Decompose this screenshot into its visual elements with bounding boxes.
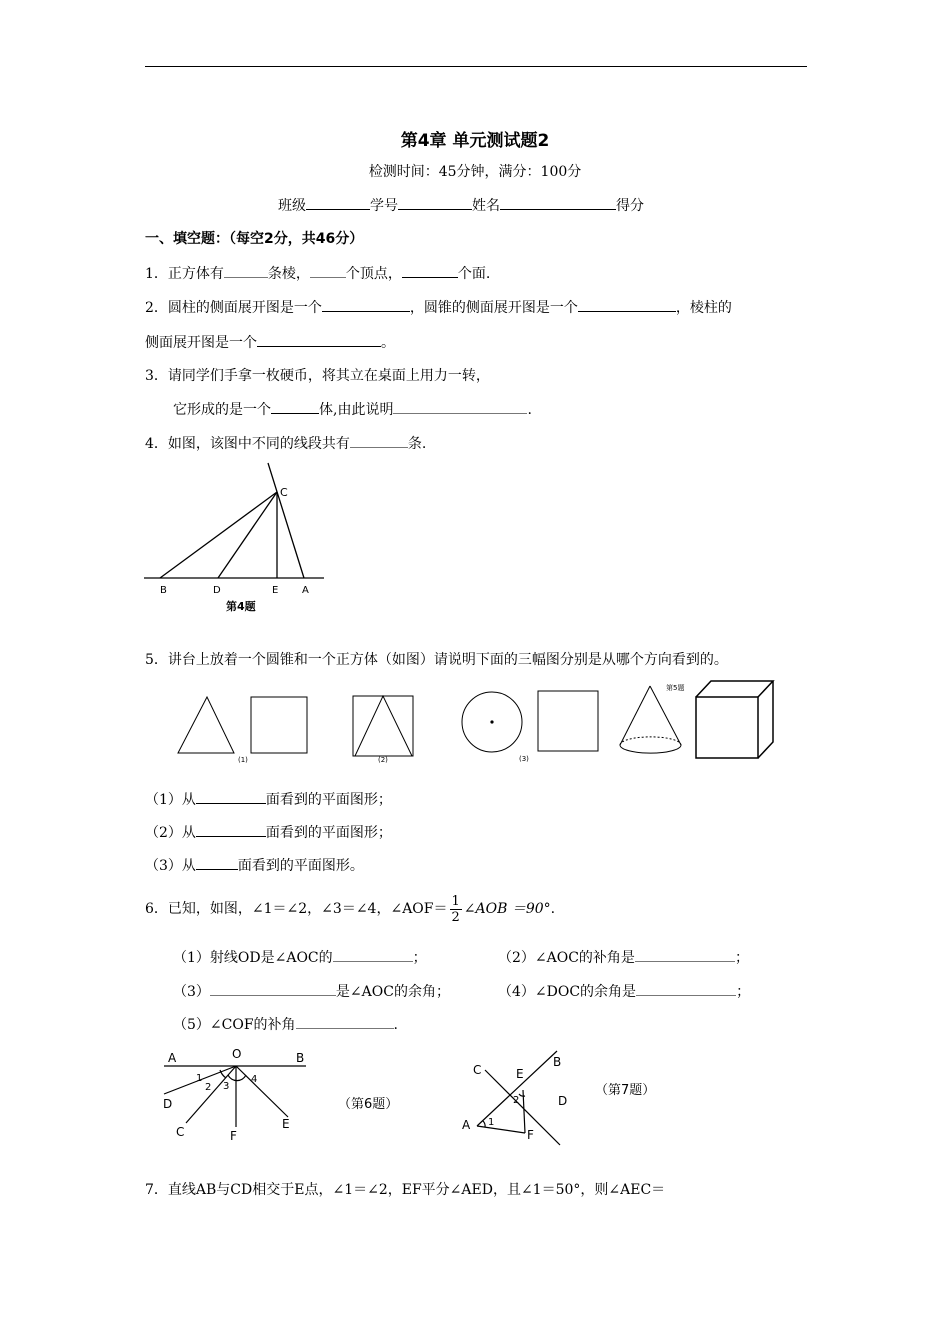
student-info-row [278,195,644,216]
q6-text-1: 6．已知，如图，∠1＝∠2，∠3＝∠4，∠AOF＝ [145,901,448,917]
question-2-line-1 [145,297,732,318]
q2-text-4: 侧面展开图是一个 [145,335,257,351]
fig5-caption: 第5题 [666,684,685,692]
q6-s4-text-2: ； [736,984,751,1000]
fig7-label-e: E [516,1067,524,1081]
figure-q7 [455,1050,695,1145]
angle-arc-2 [519,1094,525,1096]
label-a: A [302,585,309,596]
q3-text-2: 体,由此说明 [319,402,394,418]
label-b: B [160,585,167,596]
q6-s3-text-1: （3） [173,984,210,1000]
q5-blank-3[interactable] [196,855,238,870]
q5-sub-2 [145,822,392,843]
q6-blank-4[interactable] [636,981,736,996]
q6-s4-text-1: （4）∠DOC的余角是 [498,984,637,1000]
q1-text-4: 个面. [457,266,491,282]
fig7-label-b: B [553,1055,562,1069]
angle-arc-34 [228,1075,246,1081]
q5-sub-3 [145,855,364,876]
q6-formula: ∠AOB ＝90° [463,901,551,917]
name-label: 姓名 [472,198,500,214]
q1-text-3: 个顶点， [345,266,402,282]
cone-left [620,686,650,745]
q2-text-2: ，圆锥的侧面展开图是一个 [409,300,578,316]
q1-blank-3[interactable] [402,263,458,278]
fig6-angle-4: 4 [251,1074,258,1085]
q5-blank-2[interactable] [196,822,266,837]
label-c: C [280,486,288,499]
view3-square [538,691,598,751]
q6-sub-1 [173,947,427,968]
cube-side [758,681,773,758]
fraction-half [450,894,462,925]
fig7-label-a: A [462,1118,471,1132]
question-1 [145,263,490,284]
q6-sub-2 [498,947,749,968]
fig7-angle-1: 1 [488,1117,495,1128]
q3-blank-1[interactable] [271,399,319,414]
q3-text-3: . [527,402,532,418]
view1-triangle [178,697,234,753]
fig5-label-1: (1) [238,756,248,764]
fig6-angle-3: 3 [223,1081,230,1092]
q2-text-3: ，棱柱的 [675,300,732,316]
q2-blank-3[interactable] [257,332,381,347]
fig6-label-b: B [296,1051,305,1065]
q5-s2-text-2: 面看到的平面图形； [265,825,392,841]
q1-blank-2[interactable] [310,263,346,278]
id-label: 学号 [370,198,398,214]
frac-numerator: 1 [451,893,460,909]
view1-square [251,697,307,753]
q5-s3-text-1: （3）从 [145,858,196,874]
page-title: 第4章 单元测试题2 [400,131,550,151]
line-bc [160,492,277,578]
fig7-label-f: F [527,1128,534,1142]
q5-sub-1 [145,789,392,810]
score-label: 得分 [616,198,644,214]
question-4 [145,433,426,454]
fig6-label-d: D [163,1097,173,1111]
line-ray [268,463,304,578]
q1-blank-1[interactable] [224,263,268,278]
q5-s2-text-1: （2）从 [145,825,196,841]
line-dc [218,492,277,578]
fig6-label-o: O [232,1047,242,1061]
name-blank[interactable] [500,195,616,210]
frac-denominator: 2 [451,909,460,925]
figure-q6 [160,1045,430,1145]
q6-blank-3[interactable] [210,981,336,996]
fig7-label-c: C [473,1063,482,1077]
q2-text-5: 。 [381,335,395,351]
fig7-label-d: D [558,1094,568,1108]
line-ab [477,1051,557,1126]
q6-blank-2[interactable] [635,947,735,962]
fig6-label-f: F [230,1129,237,1143]
fig7-caption: （第7题） [595,1083,656,1098]
q6-s1-text-1: （1）射线OD是∠AOC的 [173,950,333,966]
ray-oc [186,1066,236,1123]
q6-sub-3 [173,981,450,1002]
header-rule [145,66,807,67]
fig6-label-c: C [176,1125,185,1139]
question-2-line-2 [145,332,395,353]
q6-sub-4 [498,981,750,1002]
q3-blank-2[interactable] [393,399,527,414]
q6-s2-text-2: ； [734,950,749,966]
line-af [477,1126,525,1133]
q1-text-2: 条棱， [267,266,310,282]
fig5-label-2: (2) [378,756,388,764]
cone-base-front [620,745,681,753]
exam-info: 检测时间：45分钟，满分：100分 [368,164,582,180]
figure-q4 [140,455,340,625]
angle-arc-1 [483,1121,485,1127]
section-heading: 一、填空题：（每空2分，共46分） [145,231,364,247]
view3-center-dot [490,720,493,723]
fig6-angle-1: 1 [196,1073,203,1084]
ray-oe [236,1066,288,1117]
q5-s3-text-2: 面看到的平面图形。 [237,858,364,874]
id-blank[interactable] [398,195,472,210]
view2-square [353,696,413,756]
question-6 [145,892,555,926]
q4-text-2: 条. [407,436,427,452]
cone-right [650,686,681,745]
q6-s1-text-2: ； [412,950,427,966]
class-label: 班级 [278,198,306,214]
label-e: E [272,585,279,596]
fig4-caption: 第4题 [226,600,256,613]
q6-s3-text-2: 是∠AOC的余角； [335,984,450,1000]
q5-s1-text-2: 面看到的平面图形； [265,792,392,808]
question-5: 5．讲台上放着一个圆锥和一个正方体（如图）请说明下面的三幅图分别是从哪个方向看到的。 [145,652,728,668]
q6-s5-text-2: . [393,1017,398,1033]
q5-blank-1[interactable] [196,789,266,804]
view2-triangle [355,696,412,756]
cube-top [696,681,773,697]
q4-blank-1[interactable] [350,433,408,448]
q6-s2-text-1: （2）∠AOC的补角是 [498,950,635,966]
q6-sub-5 [173,1014,398,1035]
q2-blank-1[interactable] [322,297,410,312]
question-3-line-1: 3．请同学们手拿一枚硬币，将其立在桌面上用力一转， [145,368,490,384]
q4-text-1: 4．如图，该图中不同的线段共有 [145,436,350,452]
q2-blank-2[interactable] [578,297,676,312]
fig6-angle-2: 2 [205,1082,212,1093]
fig6-label-a: A [168,1051,177,1065]
q6-s5-text-1: （5）∠COF的补角 [173,1017,296,1033]
fig5-label-3: (3) [519,755,529,763]
question-7: 7．直线AB与CD相交于E点，∠1＝∠2，EF平分∠AED，且∠1＝50°，则∠AEC＝ [145,1182,666,1198]
class-blank[interactable] [306,195,370,210]
q6-blank-1[interactable] [333,947,413,962]
q2-text-1: 2．圆柱的侧面展开图是一个 [145,300,322,316]
cube-front [696,697,758,758]
label-d: D [213,585,221,596]
figure-q5 [170,676,790,771]
q3-text-1: 它形成的是一个 [173,402,271,418]
q1-text-1: 1．正方体有 [145,266,224,282]
cone-base-back [620,737,681,745]
fig6-label-e: E [282,1117,290,1131]
fig7-angle-2: 2 [513,1095,520,1106]
fig6-caption: （第6题） [338,1097,399,1112]
q6-text-2: . [550,901,556,917]
q6-blank-5[interactable] [296,1014,394,1029]
question-3-line-2 [173,399,532,420]
q5-s1-text-1: （1）从 [145,792,196,808]
